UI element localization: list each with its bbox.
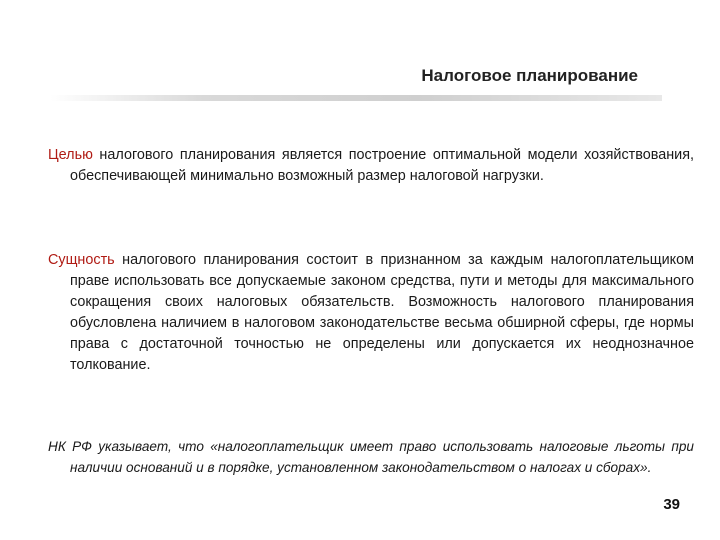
paragraph-goal-text: налогового планирования является построение оптимальной модели хозяйствования, обеспечивающей минимально возможный размер налоговой нагрузки. xyxy=(70,147,694,184)
paragraph-tax-code-quote: НК РФ указывает, что «налогоплательщик имеет право использовать налоговые льготы при наличии оснований и в порядке, установленном законодательством о налогах и сборах». xyxy=(48,439,694,475)
page-number: 39 xyxy=(663,496,680,513)
slide-title: Налоговое планирование xyxy=(421,66,638,85)
paragraph-essence xyxy=(48,250,694,376)
keyword-essence: Сущность xyxy=(48,252,115,268)
keyword-goal: Целью xyxy=(48,147,93,163)
title-divider xyxy=(50,95,662,101)
paragraph-essence-text: налогового планирования состоит в признанном за каждым налогоплательщиком праве использовать все допускаемые законом средства, пути и методы для максимального сокращения своих налоговых обязательств. Возможность налогового планирования обусловлена наличием в налоговом законодательстве весьма обширной сферы, где нормы права с достаточной точностью не определены или допускается их неоднозначное толкование. xyxy=(70,252,694,373)
paragraph-goal xyxy=(48,145,694,187)
